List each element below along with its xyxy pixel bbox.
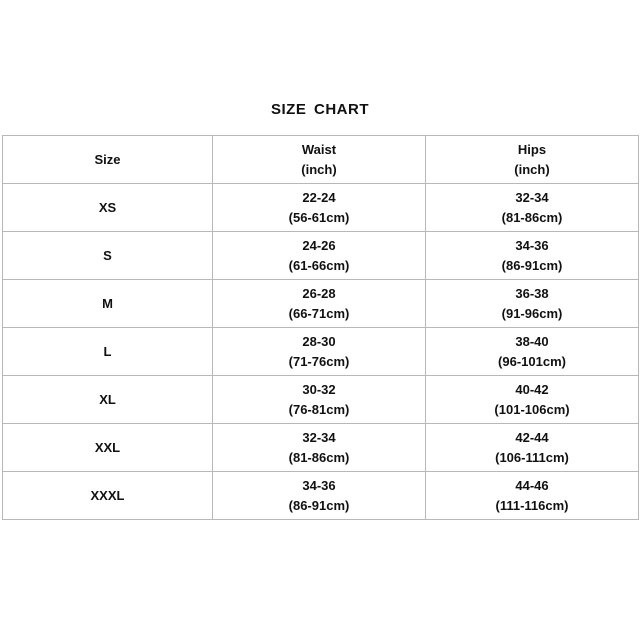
header-size-label: Size [94,151,121,167]
waist-inch: 22-24 [302,189,336,205]
waist-inch: 24-26 [302,237,336,253]
waist-cell [213,232,426,280]
header-hips-unit: (inch) [514,161,550,177]
size-cell [3,424,213,472]
hips-cell [426,424,639,472]
size-cell [3,232,213,280]
hips-cell [426,280,639,328]
hips-cell [426,184,639,232]
waist-cm: (61-66cm) [288,257,350,273]
header-hips-label: Hips [517,141,547,157]
hips-inch: 32-34 [515,189,549,205]
hips-cm: (81-86cm) [501,209,563,225]
table-row [3,232,639,280]
waist-cell [213,280,426,328]
hips-inch: 42-44 [515,429,549,445]
size-cell [3,328,213,376]
size-label: XL [99,391,116,407]
size-cell [3,280,213,328]
waist-cm: (81-86cm) [288,449,350,465]
table-row [3,424,639,472]
hips-cm: (111-116cm) [495,497,569,513]
waist-inch: 26-28 [302,285,336,301]
hips-inch: 34-36 [515,237,549,253]
header-waist [213,136,426,184]
waist-cm: (76-81cm) [288,401,350,417]
hips-cm: (106-111cm) [495,449,569,465]
size-cell [3,472,213,520]
hips-inch: 38-40 [515,333,549,349]
hips-cell [426,376,639,424]
size-cell [3,184,213,232]
size-cell [3,376,213,424]
hips-cm: (96-101cm) [498,353,566,369]
hips-cm: (91-96cm) [501,305,563,321]
waist-cell [213,184,426,232]
waist-cm: (71-76cm) [288,353,350,369]
waist-cell [213,472,426,520]
table-row [3,184,639,232]
size-label: XXL [94,439,121,455]
waist-cm: (66-71cm) [288,305,350,321]
waist-inch: 32-34 [302,429,336,445]
hips-inch: 44-46 [515,477,549,493]
hips-cell [426,472,639,520]
waist-inch: 30-32 [302,381,336,397]
waist-inch: 34-36 [302,477,336,493]
hips-cell [426,328,639,376]
header-waist-label: Waist [301,141,337,157]
table-row [3,376,639,424]
waist-cm: (56-61cm) [288,209,350,225]
hips-cm: (101-106cm) [494,401,570,417]
hips-inch: 40-42 [515,381,549,397]
waist-inch: 28-30 [302,333,336,349]
size-chart-table [2,135,639,520]
waist-cell [213,376,426,424]
table-row [3,280,639,328]
hips-inch: 36-38 [515,285,549,301]
size-label: L [103,343,112,359]
size-label: XS [98,199,117,215]
waist-cell [213,328,426,376]
table-row [3,472,639,520]
hips-cell [426,232,639,280]
size-label: XXXL [90,487,125,503]
table-header-row [3,136,639,184]
waist-cell [213,424,426,472]
header-waist-unit: (inch) [301,161,337,177]
header-hips [426,136,639,184]
size-label: M [102,295,113,311]
table-row [3,328,639,376]
waist-cm: (86-91cm) [288,497,350,513]
hips-cm: (86-91cm) [501,257,563,273]
size-label: S [103,247,112,263]
page-title: SIZE CHART [271,101,369,118]
header-size [3,136,213,184]
